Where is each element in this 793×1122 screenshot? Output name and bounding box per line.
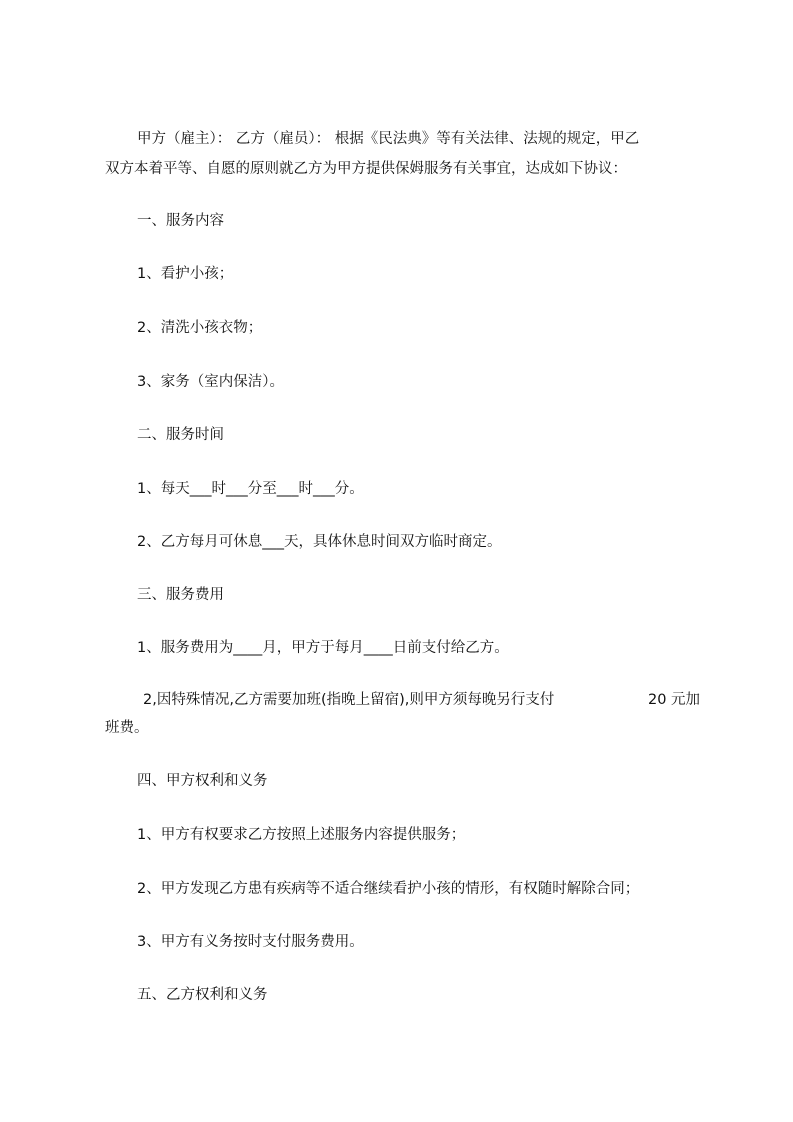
- section-2-item-1: 1、每天___时___分至___时___分。: [137, 481, 364, 497]
- section-3-item-2-line-1: 2,因特殊情况,乙方需要加班(指晚上留宿),则甲方须每晚另行支付: [143, 692, 555, 708]
- section-3-item-2-amount: 20 元加: [648, 692, 701, 708]
- section-3-heading: 三、服务费用: [137, 587, 224, 603]
- section-5-heading: 五、乙方权利和义务: [137, 987, 268, 1003]
- section-2-item-2: 2、乙方每月可休息___天，具体休息时间双方临时商定。: [137, 534, 502, 550]
- section-2-heading: 二、服务时间: [137, 427, 224, 443]
- intro-line-1: 甲方（雇主）： 乙方（雇员）： 根据《民法典》等有关法律、法规的规定，甲乙: [137, 131, 640, 147]
- section-1-heading: 一、服务内容: [137, 213, 224, 229]
- section-1-item-3: 3、家务（室内保洁）。: [137, 374, 284, 390]
- section-4-heading: 四、甲方权利和义务: [137, 773, 268, 789]
- section-4-item-2: 2、甲方发现乙方患有疾病等不适合继续看护小孩的情形，有权随时解除合同；: [137, 881, 640, 897]
- intro-line-2: 双方本着平等、自愿的原则就乙方为甲方提供保姆服务有关事宜，达成如下协议：: [105, 161, 627, 177]
- section-1-item-1: 1、看护小孩；: [137, 266, 234, 282]
- section-3-item-1: 1、服务费用为____月，甲方于每月____日前支付给乙方。: [137, 640, 509, 656]
- section-4-item-1: 1、甲方有权要求乙方按照上述服务内容提供服务；: [137, 827, 466, 843]
- section-4-item-3: 3、甲方有义务按时支付服务费用。: [137, 934, 364, 950]
- section-3-item-2-line-2: 班费。: [105, 720, 149, 736]
- section-1-item-2: 2、清洗小孩衣物；: [137, 320, 263, 336]
